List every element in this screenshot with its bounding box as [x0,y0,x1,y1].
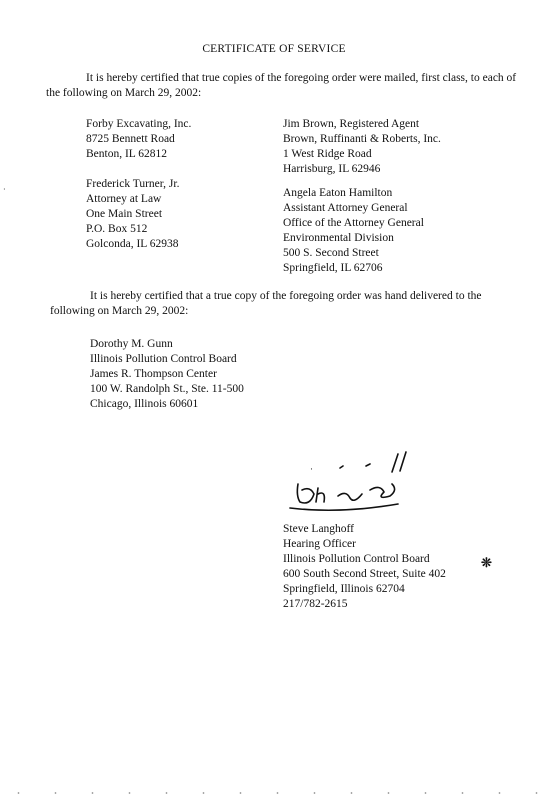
address-line: Brown, Ruffinanti & Roberts, Inc. [283,133,441,145]
address-line: Benton, IL 62812 [86,148,168,160]
address-gunn [90,337,244,412]
address-line: Assistant Attorney General [283,202,408,214]
signer-line: 600 South Second Street, Suite 402 [283,568,446,580]
scan-artifact-mark: ❊ [481,555,492,570]
address-line: Springfield, IL 62706 [283,262,383,274]
address-line: Dorothy M. Gunn [90,338,173,350]
address-line: 100 W. Randolph St., Ste. 11-500 [90,383,244,395]
address-line: Office of the Attorney General [283,217,424,229]
signer-line: Steve Langhoff [283,523,355,535]
address-forby [86,117,191,162]
scan-noise-bottom [0,790,548,796]
signature-block [283,522,446,612]
scan-artifact-mark: · [310,464,313,474]
address-line: Harrisburg, IL 62946 [283,163,381,175]
address-line: Chicago, Illinois 60601 [90,398,199,410]
address-line: Attorney at Law [86,193,162,205]
signer-line: Hearing Officer [283,538,356,550]
address-line: Illinois Pollution Control Board [90,353,237,365]
mailing-certification-paragraph: It is hereby certified that true copies of the foregoing order were mailed, first class, to each of the following on March 29, 2002: [46,72,517,99]
address-turner [86,177,179,252]
address-hamilton [283,186,424,276]
address-line: Frederick Turner, Jr. [86,178,180,190]
address-line: 1 West Ridge Road [283,148,372,160]
address-line: 500 S. Second Street [283,247,379,259]
handwritten-signature [280,444,420,518]
signer-line: 217/782-2615 [283,598,348,610]
document-title: CERTIFICATE OF SERVICE [202,43,346,55]
hand-delivery-certification-paragraph: It is hereby certified that a true copy of the foregoing order was hand delivered to the following on March 29, 2002: [50,290,482,317]
address-brown [283,117,441,177]
signer-line: Illinois Pollution Control Board [283,553,430,565]
address-line: Golconda, IL 62938 [86,238,179,250]
address-line: Angela Eaton Hamilton [283,187,393,199]
address-line: Forby Excavating, Inc. [86,118,192,130]
address-line: James R. Thompson Center [90,368,217,380]
address-line: Environmental Division [283,232,394,244]
address-line: One Main Street [86,208,163,220]
address-line: Jim Brown, Registered Agent [283,118,420,130]
address-line: P.O. Box 512 [86,223,148,235]
signer-line: Springfield, Illinois 62704 [283,583,405,595]
address-line: 8725 Bennett Road [86,133,175,145]
scan-artifact-mark: · [3,185,6,194]
